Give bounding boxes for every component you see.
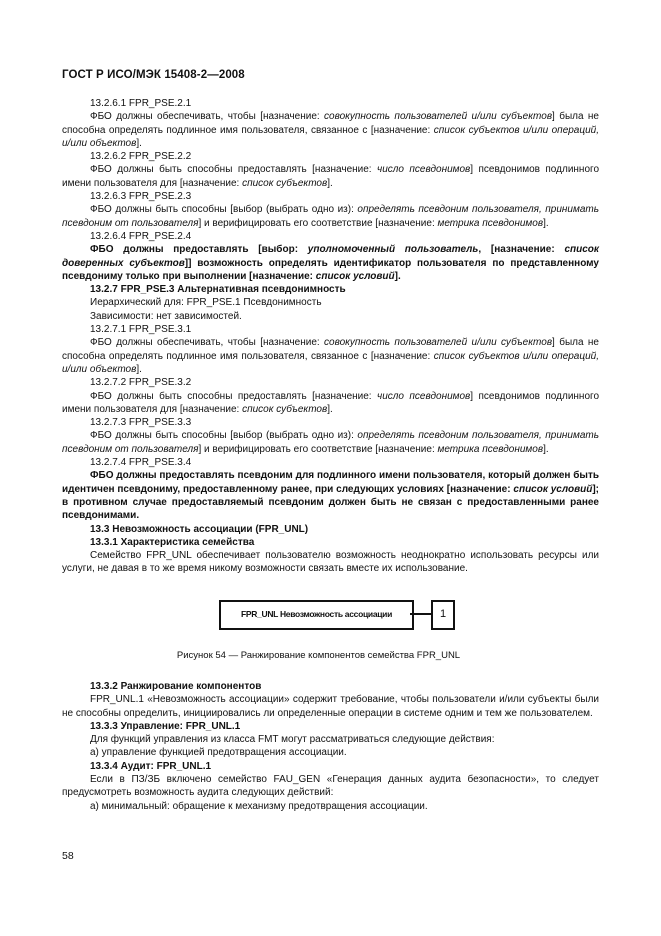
bold-paragraph: ФБО должны предоставлять [выбор: уполномоченный пользователь, [назначение: список доверенных субъектов]] возможность определять идентификатор пользователя по представленному псевдониму только при выполнении [назначение: список условий].: [62, 244, 599, 282]
clause-number: 13.2.6.2 FPR_PSE.2.2: [90, 151, 192, 163]
subsection-heading: 13.3.1 Характеристика семейства: [90, 536, 255, 548]
component-level-box: 1: [431, 600, 455, 630]
paragraph: Семейство FPR_UNL обеспечивает пользователю возможность неоднократно использовать ресурсы или услуги, не давая в то же время никому возможности связать вместе их использование.: [62, 550, 599, 575]
clause-number: 13.2.7.2 FPR_PSE.3.2: [90, 377, 192, 389]
clause-number: 13.2.6.1 FPR_PSE.2.1: [90, 98, 192, 109]
component-ranking-figure: [62, 590, 599, 646]
subsection-heading: 13.3.4 Аудит: FPR_UNL.1: [90, 760, 212, 772]
bold-paragraph: ФБО должны предоставлять псевдоним для подлинного имени пользователя, который должен быть идентичен псевдониму, предоставленному ранее, при следующих условиях [назначение: список условий]; в противном случае предоставляемый псевдоним должен быть не связан с предоставленными ранее псевдонимами.: [62, 470, 599, 522]
dependencies-line: Зависимости: нет зависимостей.: [90, 310, 242, 322]
paragraph: ФБО должны быть способны предоставлять [назначение: число псевдонимов] псевдонимов подлинного имени пользователя для [назначение: список субъектов].: [62, 164, 599, 189]
list-item: а) управление функцией предотвращения ассоциации.: [90, 747, 347, 759]
document-header: ГОСТ Р ИСО/МЭК 15408-2—2008: [62, 69, 245, 81]
clause-number: 13.2.7.1 FPR_PSE.3.1: [90, 324, 192, 336]
subsection-heading: 13.3.2 Ранжирование компонентов: [90, 680, 262, 692]
paragraph: ФБО должны быть способны [выбор (выбрать одно из): определять псевдоним пользователя, принимать псевдоним от пользователя] и верифицировать его соответствие [назначение: метрика псевдонимов].: [62, 430, 599, 455]
hierarchy-line: Иерархический для: FPR_PSE.1 Псевдонимность: [90, 297, 322, 309]
page-body: [62, 97, 599, 813]
paragraph: Если в ПЗ/ЗБ включено семейство FAU_GEN «Генерация данных аудита безопасности», то следует предусмотреть возможность аудита следующих действий:: [62, 774, 599, 799]
component-box: FPR_UNL Невозможность ассоциации: [219, 600, 414, 630]
paragraph: ФБО должны быть способны [выбор (выбрать одно из): определять псевдоним пользователя, принимать псевдоним от пользователя] и верифицировать его соответствие [назначение: метрика псевдонимов].: [62, 204, 599, 229]
paragraph: ФБО должны быть способны предоставлять [назначение: число псевдонимов] псевдонимов подлинного имени пользователя для [назначение: список субъектов].: [62, 390, 599, 415]
figure-caption: Рисунок 54 — Ранжирование компонентов семейства FPR_UNL: [176, 649, 461, 661]
list-item: а) минимальный: обращение к механизму предотвращения ассоциации.: [90, 800, 428, 812]
paragraph: Для функций управления из класса FMT могут рассматриваться следующие действия:: [90, 734, 495, 746]
connector-line: [410, 613, 431, 615]
paragraph: ФБО должны обеспечивать, чтобы [назначение: совокупность пользователей и/или субъектов] была не способна определять подлинное имя пользователя, связанное с [назначение: список субъектов и/или операций, и/или объектов].: [62, 337, 599, 375]
clause-number: 13.2.7.4 FPR_PSE.3.4: [90, 457, 192, 469]
section-heading: 13.2.7 FPR_PSE.3 Альтернативная псевдонимность: [90, 284, 346, 296]
paragraph: ФБО должны обеспечивать, чтобы [назначение: совокупность пользователей и/или субъектов] была не способна определять подлинное имя пользователя, связанное с [назначение: список субъектов и/или операций, и/или объектов].: [62, 111, 599, 149]
clause-number: 13.2.6.4 FPR_PSE.2.4: [90, 230, 192, 242]
section-heading: 13.3 Невозможность ассоциации (FPR_UNL): [90, 523, 309, 535]
paragraph: FPR_UNL.1 «Невозможность ассоциации» содержит требование, чтобы пользователи и/или субъекты были не способны определить, инициировались ли определенные операции в системе одним и тем же пользователем.: [62, 694, 599, 719]
clause-number: 13.2.7.3 FPR_PSE.3.3: [90, 417, 192, 429]
clause-number: 13.2.6.3 FPR_PSE.2.3: [90, 191, 192, 203]
subsection-heading: 13.3.3 Управление: FPR_UNL.1: [90, 720, 241, 732]
page-number: 58: [62, 850, 74, 862]
